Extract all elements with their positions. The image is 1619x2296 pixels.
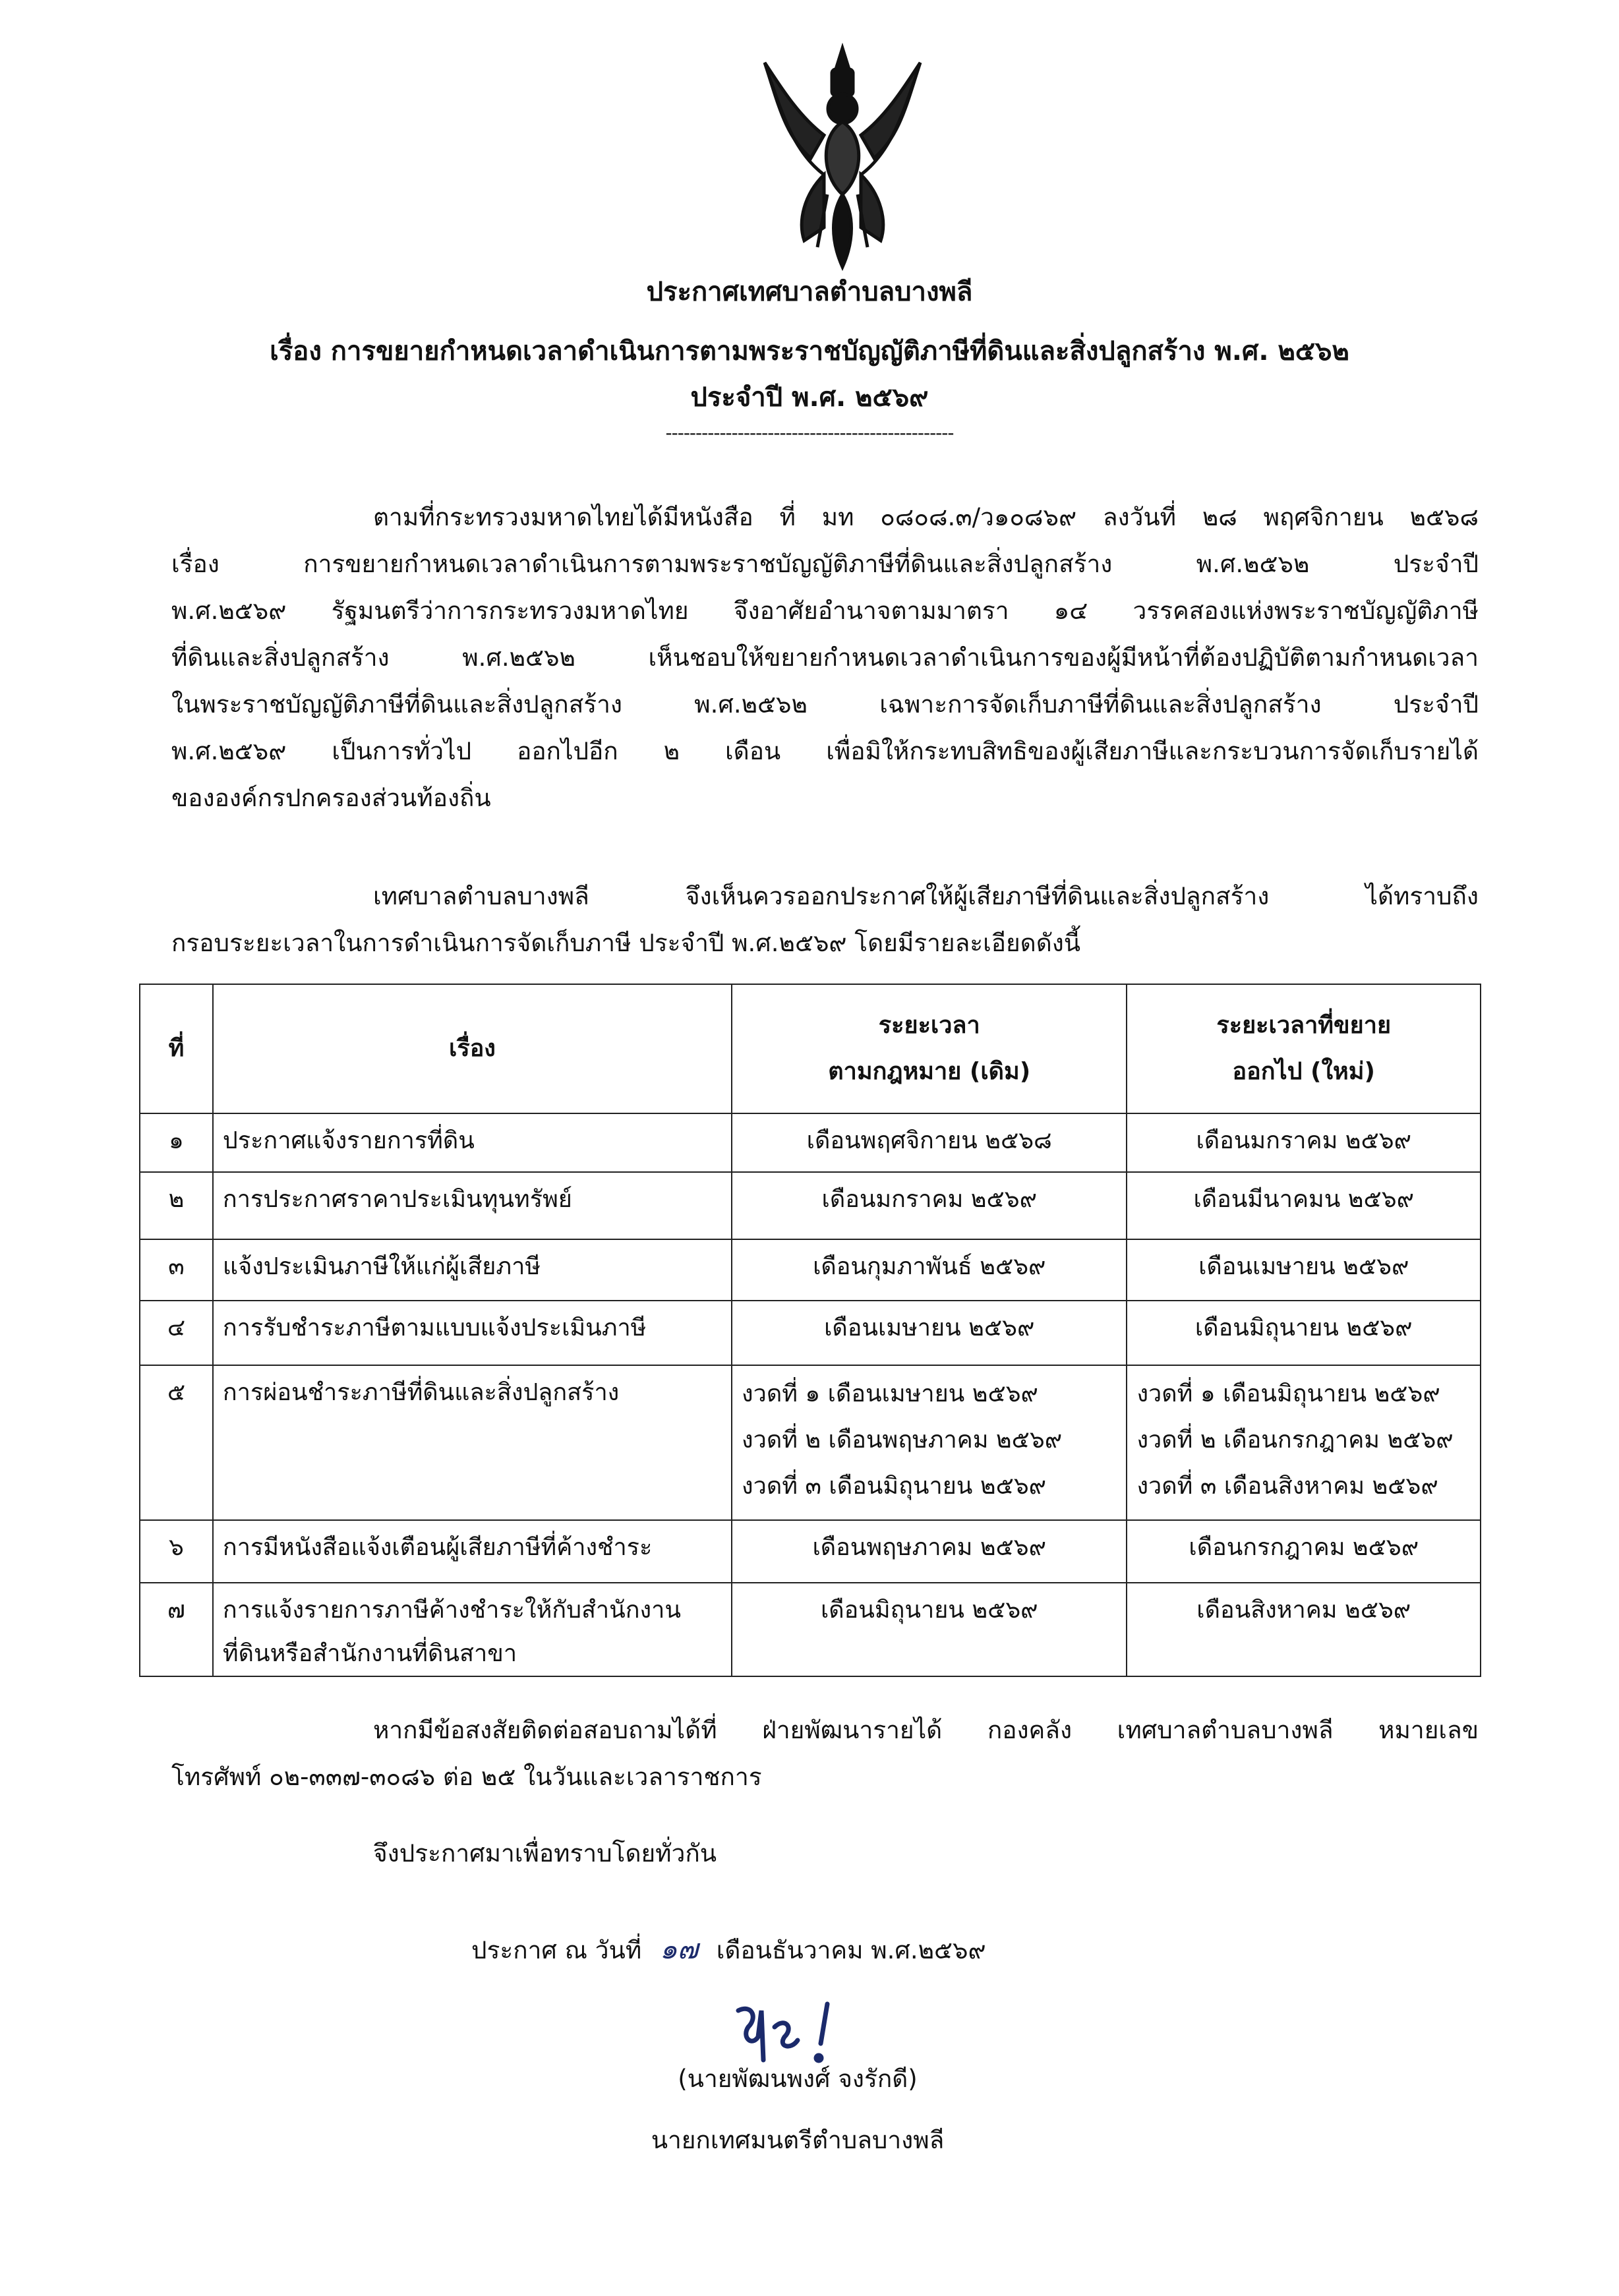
header-subject: เรื่อง <box>213 984 732 1113</box>
divider: ------------------------------------------------ <box>665 422 954 444</box>
schedule-table <box>139 984 1481 1677</box>
table-row: ๒ การประกาศราคาประเมินทุนทรัพย์ เดือนมกราคม ๒๕๖๙ เดือนมีนาคมน ๒๕๖๙ <box>140 1172 1481 1239</box>
header-no: ที่ <box>140 984 213 1113</box>
body-line: เทศบาลตำบลบางพลี จึงเห็นควรออกประกาศให้ผู้เสียภาษีที่ดินและสิ่งปลูกสร้าง ได้ทราบถึง <box>373 882 1479 910</box>
table-row: ๖ การมีหนังสือแจ้งเตือนผู้เสียภาษีที่ค้างชำระ เดือนพฤษภาคม ๒๕๖๙ เดือนกรกฎาคม ๒๕๖๙ <box>140 1520 1481 1583</box>
header-extended: ระยะเวลาที่ขยาย ออกไป (ใหม่) <box>1127 984 1481 1113</box>
table-header-row <box>140 984 1481 1113</box>
announcement-date: ประกาศ ณ วันที่ ๑๗ เดือนธันวาคม พ.ศ.๒๕๖๙ <box>471 1928 986 1971</box>
body-line: ที่ดินและสิ่งปลูกสร้าง พ.ศ.๒๕๖๒ เห็นชอบให้ขยายกำหนดเวลาดำเนินการของผู้มีหน้าที่ต้องปฏิบัติตามกำหนดเวลา <box>171 643 1479 672</box>
table-row: ๔ การรับชำระภาษีตามแบบแจ้งประเมินภาษี เดือนเมษายน ๒๕๖๙ เดือนมิถุนายน ๒๕๖๙ <box>140 1301 1481 1365</box>
header-original: ระยะเวลา ตามกฎหมาย (เดิม) <box>732 984 1127 1113</box>
garuda-emblem <box>758 43 927 274</box>
announcement-year: ประจำปี พ.ศ. ๒๕๖๙ <box>690 382 929 413</box>
body-line: กรอบระยะเวลาในการดำเนินการจัดเก็บภาษี ประจำปี พ.ศ.๒๕๖๙ โดยมีรายละเอียดดังนี้ <box>171 929 1081 957</box>
table-row: ๓ แจ้งประเมินภาษีให้แก่ผู้เสียภาษี เดือนกุมภาพันธ์ ๒๕๖๙ เดือนเมษายน ๒๕๖๙ <box>140 1239 1481 1301</box>
table-row: ๑ ประกาศแจ้งรายการที่ดิน เดือนพฤศจิกายน ๒๕๖๘ เดือนมกราคม ๒๕๖๙ <box>140 1113 1481 1172</box>
body-line: เรื่อง การขยายกำหนดเวลาดำเนินการตามพระราชบัญญัติภาษีที่ดินและสิ่งปลูกสร้าง พ.ศ.๒๕๖๒ ประจำปี <box>171 550 1479 578</box>
closing-line: จึงประกาศมาเพื่อทราบโดยทั่วกัน <box>373 1839 717 1868</box>
body-line: ตามที่กระทรวงมหาดไทยได้มีหนังสือ ที่ มท ๐๘๐๘.๓/ว๑๐๘๖๙ ลงวันที่ ๒๘ พฤศจิกายน ๒๕๖๘ <box>373 503 1479 531</box>
body-line: พ.ศ.๒๕๖๙ เป็นการทั่วไป ออกไปอีก ๒ เดือน เพื่อมิให้กระทบสิทธิของผู้เสียภาษีและกระบวนการจัดเก็บรายได้ <box>171 737 1479 765</box>
announcement-title: ประกาศเทศบาลตำบลบางพลี <box>646 277 973 307</box>
body-line: ในพระราชบัญญัติภาษีที่ดินและสิ่งปลูกสร้าง พ.ศ.๒๕๖๒ เฉพาะการจัดเก็บภาษีที่ดินและสิ่งปลูกสร้าง ประจำปี <box>171 690 1479 719</box>
contact-line: โทรศัพท์ ๐๒-๓๓๗-๓๐๘๖ ต่อ ๒๕ ในวันและเวลาราชการ <box>171 1763 762 1791</box>
body-line: พ.ศ.๒๕๖๙ รัฐมนตรีว่าการกระทรวงมหาดไทย จึงอาศัยอำนาจตามมาตรา ๑๔ วรรคสองแห่งพระราชบัญญัติภาษี <box>171 597 1479 625</box>
signer-name: (นายพัฒนพงศ์ จงรักดี) <box>678 2065 918 2093</box>
table-row: ๗ การแจ้งรายการภาษีค้างชำระให้กับสำนักงาน ที่ดินหรือสำนักงานที่ดินสาขา เดือนมิถุนายน ๒๕๖๙ เดือนสิงหาคม ๒๕๖๙ <box>140 1583 1481 1676</box>
table-row: ๕ การผ่อนชำระภาษีที่ดินและสิ่งปลูกสร้าง งวดที่ ๑ เดือนเมษายน ๒๕๖๙ งวดที่ ๒ เดือนพฤษภาคม ๒๕๖๙ งวดที่ ๓ เดือนมิถุนายน ๒๕๖๙ งวดที่ ๑ เดือนมิถุนายน ๒๕๖๙ งวดที่ ๒ เดือนกรกฎาคม ๒๕๖๙ งวดที่ ๓ เดือนสิงหาคม ๒๕๖๙ <box>140 1365 1481 1520</box>
handwritten-day: ๑๗ <box>659 1933 699 1965</box>
body-line: ขององค์กรปกครองส่วนท้องถิ่น <box>171 784 491 812</box>
signer-title: นายกเทศมนตรีตำบลบางพลี <box>651 2126 945 2154</box>
announcement-subject: เรื่อง การขยายกำหนดเวลาดำเนินการตามพระราชบัญญัติภาษีที่ดินและสิ่งปลูกสร้าง พ.ศ. ๒๕๖๒ <box>270 336 1349 367</box>
contact-line: หากมีข้อสงสัยติดต่อสอบถามได้ที่ ฝ่ายพัฒนารายได้ กองคลัง เทศบาลตำบลบางพลี หมายเลข <box>373 1716 1479 1744</box>
